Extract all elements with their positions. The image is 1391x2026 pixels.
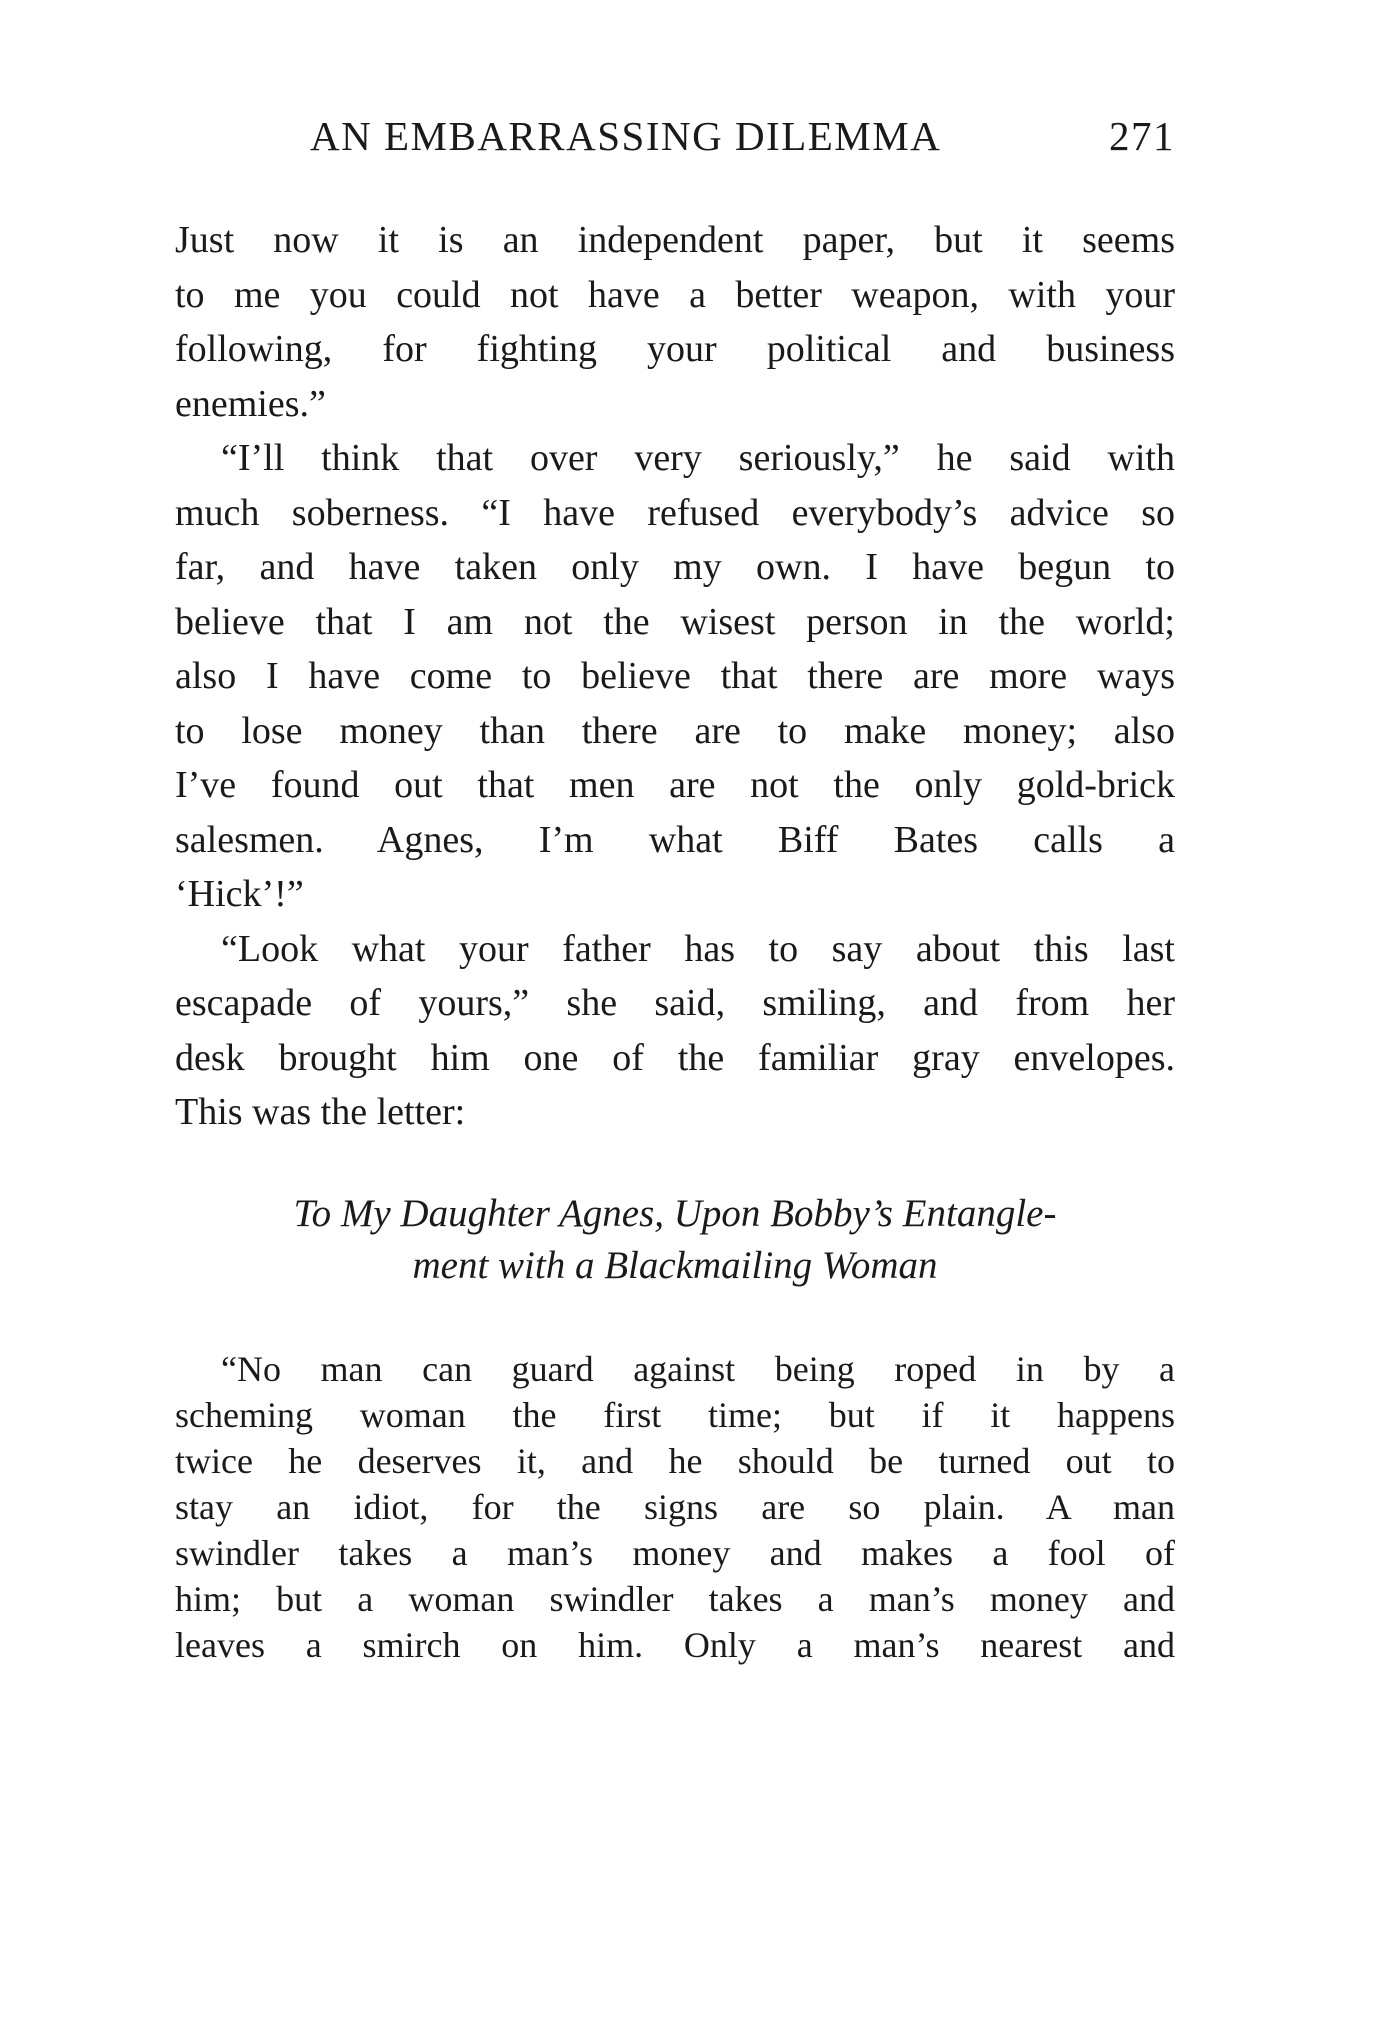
text-line: This was the letter: [175, 1091, 466, 1133]
text-line: salesmen. Agnes, I’m what Biff Bates calls a [175, 818, 1175, 861]
text-line: twice he deserves it, and he should be turned out to [175, 1441, 1175, 1481]
text-line: him; but a woman swindler takes a man’s money and [175, 1579, 1175, 1619]
letter-text [175, 1346, 1175, 1668]
letter-heading-line: ment with a Blackmailing Woman [412, 1244, 938, 1287]
text-line: “No man can guard against being roped in by a [221, 1349, 1175, 1389]
text-line: “I’ll think that over very seriously,” he said with [221, 437, 1175, 479]
text-line: far, and have taken only my own. I have begun to [175, 546, 1175, 588]
text-line: ‘Hick’!” [175, 873, 304, 915]
text-line: escapade of yours,” she said, smiling, and from her [175, 982, 1175, 1024]
text-line: leaves a smirch on him. Only a man’s nearest and [175, 1625, 1175, 1665]
text-line: believe that I am not the wisest person in the world; [175, 600, 1175, 643]
text-line: swindler takes a man’s money and makes a fool of [175, 1533, 1175, 1573]
text-line: “Look what your father has to say about this last [221, 927, 1175, 970]
text-line: enemies.” [175, 382, 326, 425]
text-line: scheming woman the first time; but if it happens [175, 1395, 1175, 1435]
paragraph [175, 213, 1175, 431]
letter-heading [175, 1188, 1175, 1292]
text-line: much soberness. “I have refused everybody’s advice so [175, 491, 1175, 534]
text-line: to me you could not have a better weapon, with your [175, 273, 1175, 316]
running-header [175, 112, 1175, 162]
text-line: desk brought him one of the familiar gray envelopes. [175, 1036, 1175, 1079]
page-number: 271 [1109, 113, 1175, 159]
paragraph [175, 431, 1175, 922]
body-text [175, 213, 1175, 1140]
text-line: to lose money than there are to make money; also [175, 709, 1175, 752]
text-line: stay an idiot, for the signs are so plain. A man [175, 1487, 1175, 1527]
chapter-title: AN EMBARRASSING DILEMMA [310, 113, 942, 159]
text-line: following, for fighting your political and business [175, 328, 1175, 370]
text-line: Just now it is an independent paper, but it seems [175, 219, 1175, 261]
paragraph [175, 922, 1175, 1140]
text-line: also I have come to believe that there are more ways [175, 655, 1175, 697]
letter-heading-line: To My Daughter Agnes, Upon Bobby’s Entangle- [293, 1192, 1057, 1235]
text-line: I’ve found out that men are not the only gold-brick [175, 764, 1175, 806]
